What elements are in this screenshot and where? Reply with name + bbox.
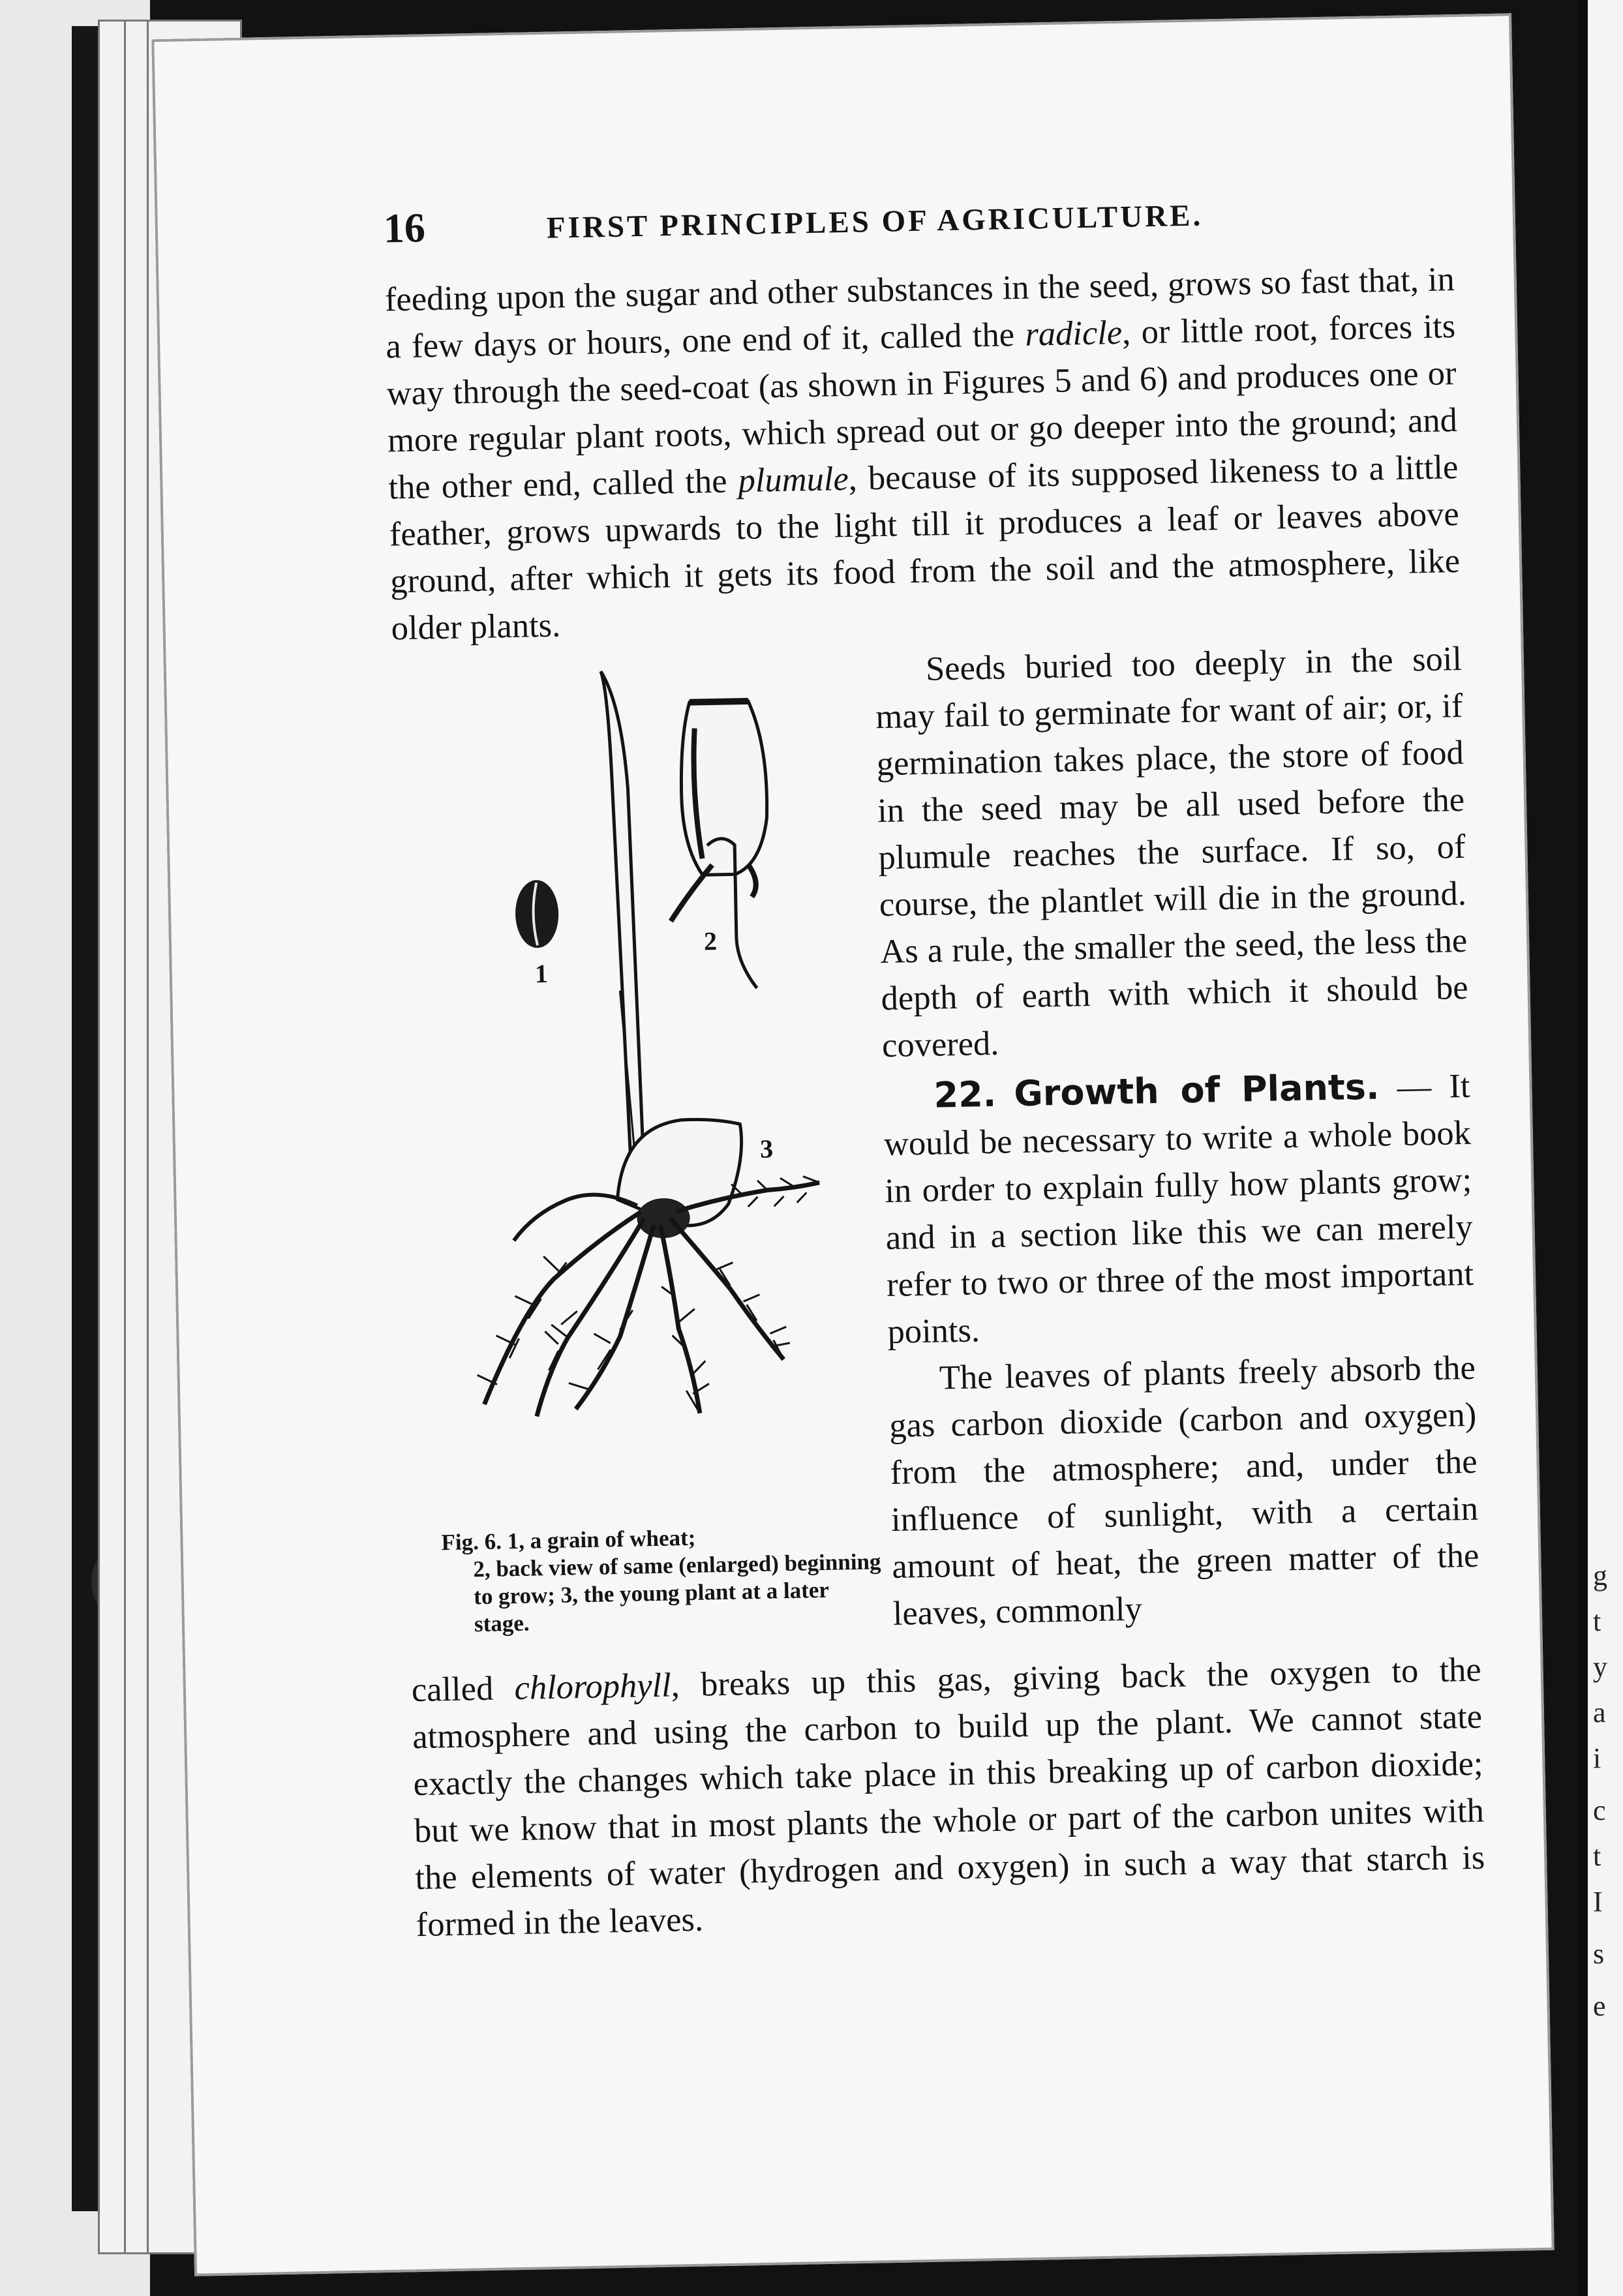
section-number: 22. [933,1073,997,1116]
figure-caption [441,1520,887,1639]
opening-paragraph [384,256,1461,652]
caption-line-1: Fig. 6. 1, a grain of wheat; [441,1524,696,1556]
adjacent-fragment: g [1593,1560,1607,1592]
adjacent-fragment: c [1593,1794,1606,1826]
text-run: , or little root, forces its way through the seed-coat (as shown in Figures 5 and 6) and produces one or more regular plant roots, which spread out or go deeper into the ground; and the other end, called the [386,307,1458,507]
text-run: , breaks up this gas, giving back the oxygen to the atmosphere and using the carbon to build up the plant. We cannot state exactly the changes which take place in this breaking up of carbon dioxide; but we know that in most plants the whole or part of the carbon unites with the elements of water (hydrogen and oxygen) in such a way that starch is formed in the leaves. [412,1650,1485,1944]
adjacent-fragment: t [1593,1840,1601,1872]
running-title: FIRST PRINCIPLES OF AGRICULTURE. [546,198,1204,245]
book-page [151,13,1554,2276]
opening-text [384,256,1461,652]
adjacent-fragment: a [1593,1697,1606,1729]
term-radicle: radicle [1024,313,1123,354]
text-run: feeding upon the sugar and other substances in the seed, grows so fast that, in a few days or hours, one end of it, called the [384,260,1455,366]
caption-line-2: 2, back view of same (enlarged) beginning to grow; 3, the young plant at a later stage. [473,1548,881,1637]
page-number: 16 [383,204,426,252]
figure-label-2: 2 [703,926,718,956]
adjacent-page-edge [1579,0,1623,2296]
term-chlorophyll: chlorophyll [514,1666,672,1708]
figure-and-column [391,635,1480,1667]
page-content [383,184,1486,1948]
section-title: Growth of Plants. [1013,1066,1380,1115]
grain-of-wheat [515,880,559,948]
seeds-paragraph: Seeds buried too deeply in the soil may fail to germinate for want of air; or, if germination takes place, the store of food in the seed may be all used before the plumule reaches the surface. If so, of course, the plantlet will die in the ground. As a rule, the smaller the seed, the less the depth of earth with which it should be covered. [875,639,1469,1065]
adjacent-fragment: e [1593,1990,1606,2022]
adjacent-fragment: t [1593,1605,1601,1637]
grain-back-view [667,701,770,989]
side-column-text [874,635,1480,1637]
adjacent-fragment: y [1593,1651,1607,1683]
young-wheat-plant [464,667,824,1417]
section-22-paragraph [883,1062,1475,1355]
closing-text [411,1646,1486,1948]
wheat-germination-illustration [391,647,878,1530]
text-run: , because of its supposed likeness to a little feather, grows upwards to the light till it produces a leaf or leaves above ground, after which it gets its food from the soil and the atmosphere, like older plants. [389,448,1461,648]
figure-label-3: 3 [759,1134,774,1164]
section-intro: — It would be necessary to write a whole book in order to explain fully how plants grow; and in a section like this we can merely refer to two or three of the most important points. [883,1066,1474,1352]
binding-shadow [72,26,99,2211]
adjacent-fragment: I [1593,1886,1603,1918]
adjacent-fragment: i [1593,1742,1601,1774]
figure-6 [391,647,881,1667]
term-plumule: plumule [738,459,849,500]
figure-label-1: 1 [534,958,549,989]
text-run: called [411,1669,515,1710]
leaves-paragraph: The leaves of plants freely absorb the gas carbon dioxide (carbon and oxygen) from the atmosphere; and, under the influence of sunlight, with a certain amount of heat, the green matter of the leaves, commonly [888,1348,1479,1633]
adjacent-fragment: s [1593,1938,1605,1970]
closing-paragraph [411,1646,1486,1948]
